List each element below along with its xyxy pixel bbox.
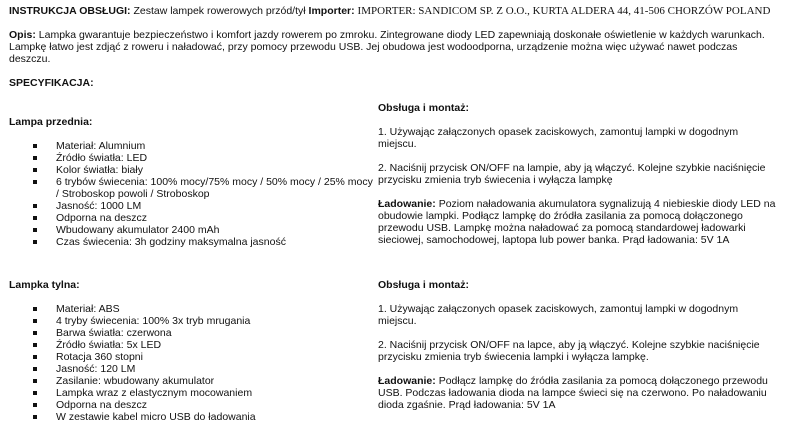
list-item: Zasilanie: wbudowany akumulator <box>9 375 376 387</box>
product-name: Zestaw lampek rowerowych przód/tył <box>133 5 306 17</box>
importer-label: Importer: <box>308 5 355 17</box>
list-item: Źródło światła: 5x LED <box>9 339 376 351</box>
spec-heading: SPECYFIKACJA: <box>9 77 94 89</box>
list-item: Odporna na deszcz <box>9 212 376 224</box>
list-item: Jasność: 120 LM <box>9 363 376 375</box>
list-item: W zestawie kabel micro USB do ładowania <box>9 411 376 423</box>
instruction-label: INSTRUKCJA OBSŁUGI: <box>9 5 131 17</box>
list-item: Materiał: ABS <box>9 303 376 315</box>
list-item: Materiał: Alumnium <box>9 140 376 152</box>
list-item: 6 trybów świecenia: 100% mocy/75% mocy / 50% mocy / 25% mocy / Stroboskop powoli / Stroboskop <box>9 176 376 200</box>
rear-ops-title: Obsługa i montaż: <box>378 279 470 291</box>
description <box>9 29 779 65</box>
rear-ops-step-1: 1. Używając załączonych opasek zaciskowych, zamontuj lampki w dogodnym miejscu. <box>378 303 739 327</box>
importer-address: IMPORTER: SANDICOM SP. Z O.O., KURTA ALDERA 44, 41-506 CHORZÓW POLAND <box>357 5 771 17</box>
rear-lamp-specs <box>9 303 376 423</box>
front-ops-charging <box>378 198 778 246</box>
charging-label: Ładowanie: <box>378 375 436 387</box>
front-ops-step-1: 1. Używając załączonych opasek zaciskowych, zamontuj lampki w dogodnym miejscu. <box>378 126 739 150</box>
list-item: Lampka wraz z elastycznym mocowaniem <box>9 387 376 399</box>
description-label: Opis: <box>9 29 36 41</box>
list-item: Jasność: 1000 LM <box>9 200 376 212</box>
front-lamp-title: Lampa przednia: <box>9 116 93 128</box>
charging-text: Podłącz lampkę do źródła zasilania za pomocą dołączonego przewodu USB. Podczas ładowania dioda na lampce świeci się na czerwono. Po naładowaniu dioda zgaśnie. Prąd ładowania: 5V 1A <box>378 375 768 411</box>
front-lamp-specs <box>9 140 376 248</box>
document-header <box>9 5 784 17</box>
list-item: Kolor światła: biały <box>9 164 376 176</box>
description-text: Lampka gwarantuje bezpieczeństwo i komfort jazdy rowerem po zmroku. Zintegrowane diody LED zapewniają doskonałe oświetlenie w każdych warunkach. Lampkę łatwo jest zdjąć z roweru i naładować, przy pomocy przewodu USB. Jej obudowa jest wodoodporna, urządzenie można więc używać nawet podczas deszczu. <box>9 29 765 65</box>
list-item: Źródło światła: LED <box>9 152 376 164</box>
charging-label: Ładowanie: <box>378 198 436 210</box>
rear-ops-step-2: 2. Naciśnij przycisk ON/OFF na lapce, aby ją włączyć. Kolejne szybkie naciśnięcie przycisku zmienia tryb świecenia lampki i wyłącza lampkę. <box>378 339 760 363</box>
list-item: Czas świecenia: 3h godziny maksymalna jasność <box>9 236 376 248</box>
list-item: Wbudowany akumulator 2400 mAh <box>9 224 376 236</box>
front-ops-title: Obsługa i montaż: <box>378 102 470 114</box>
list-item: 4 tryby świecenia: 100% 3x tryb mrugania <box>9 315 376 327</box>
charging-text: Poziom naładowania akumulatora sygnalizują 4 niebieskie diody LED na obudowie lampki. Podłącz lampkę do źródła zasilania za pomocą dołączonego przewodu USB. Lampkę można naładować za pomocą standardowej ładowarki sieciowej, samochodowej, laptopa lub power banka. Prąd ładowania: 5V 1A <box>378 198 776 246</box>
list-item: Rotacja 360 stopni <box>9 351 376 363</box>
rear-lamp-title: Lampka tylna: <box>9 279 80 291</box>
list-item: Odporna na deszcz <box>9 399 376 411</box>
front-ops-step-2: 2. Naciśnij przycisk ON/OFF na lampie, aby ją włączyć. Kolejne szybkie naciśnięcie przycisku zmienia tryb świecenia i wyłącza lampkę <box>378 162 766 186</box>
rear-ops-charging <box>378 375 778 411</box>
list-item: Barwa światła: czerwona <box>9 327 376 339</box>
